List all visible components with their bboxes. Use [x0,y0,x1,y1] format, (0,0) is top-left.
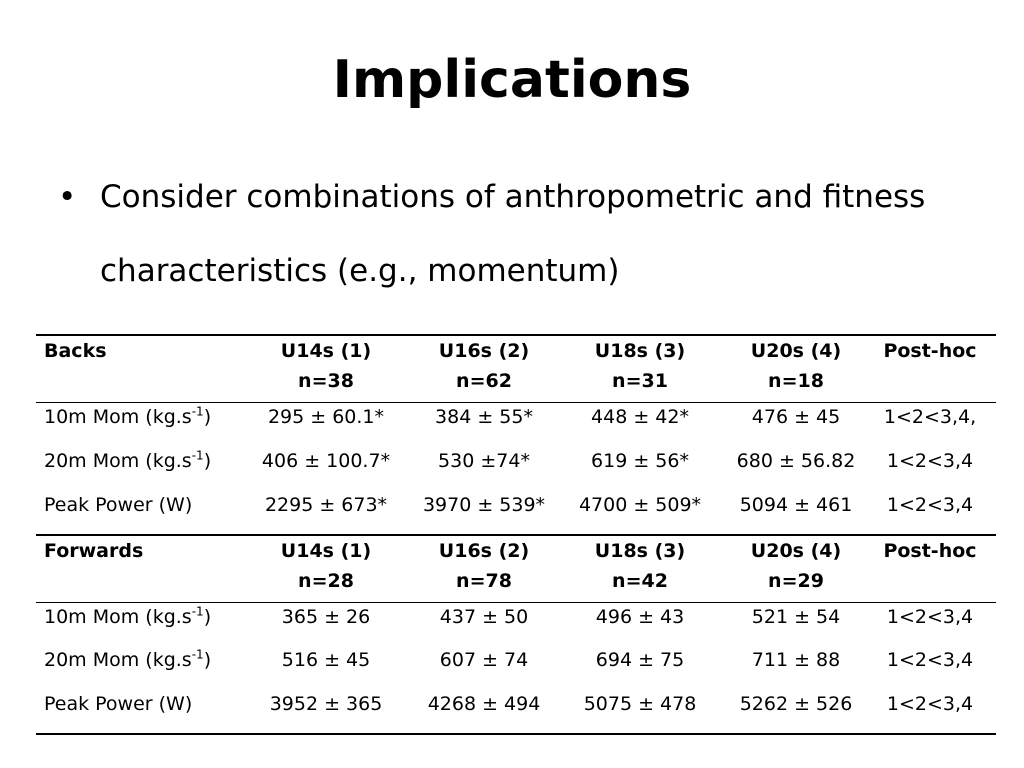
value-cell: 4700 ± 509* [578,493,702,516]
value-cell: 5262 ± 526 [728,690,864,734]
group-label: U16s (2) [438,340,530,362]
value-cell: 680 ± 56.82 [736,449,856,472]
sample-size: n=29 [768,569,824,592]
metric-text: Peak Power (W) [44,493,193,516]
forwards-header-group-4 [728,535,864,603]
forwards-header-group-1 [236,535,416,603]
value-cell: 406 ± 100.7* [261,449,391,472]
sample-size: n=78 [456,569,512,592]
value-cell: 3970 ± 539* [422,493,546,516]
metric-text: 20m Mom (kg.s [44,649,192,671]
metric-text: 10m Mom (kg.s [44,605,192,628]
group-label: U14s (1) [280,340,372,362]
value-cell: 2295 ± 673* [264,493,388,516]
metric-text: 20m Mom (kg.s [44,449,192,472]
value-cell: 619 ± 56* [591,449,689,472]
metric-text: Peak Power (W) [44,693,193,715]
metric-label [36,602,236,646]
table-row [36,491,996,535]
backs-header-group-2 [416,335,552,403]
group-label: U14s (1) [280,539,372,562]
posthoc-cell: 1<2<3,4 [886,493,974,516]
value-cell: 521 ± 54 [751,605,841,628]
table-row [36,447,996,491]
metric-label [36,690,236,734]
value-cell: 694 ± 75 [595,649,685,671]
value-cell: 607 ± 74 [439,649,529,671]
sample-size: n=28 [298,569,354,592]
group-label: U20s (4) [750,539,842,562]
table-row [36,602,996,646]
value-cell: 711 ± 88 [751,649,841,671]
sample-size: n=31 [612,370,668,392]
bullet-symbol: • [58,179,77,215]
backs-header-group-3 [552,335,728,403]
value-cell: 448 ± 42* [591,406,689,428]
value-cell: 437 ± 50 [439,605,529,628]
bullet-line-2: characteristics (e.g., momentum) [100,253,620,289]
metric-label [36,646,236,690]
posthoc-cell: 1<2<3,4 [886,449,974,472]
slide-title: Implications [332,50,692,110]
unit-superscript: -1 [191,647,204,662]
group-label: U18s (3) [594,539,686,562]
value-cell: 3952 ± 365 [236,690,416,734]
value-cell: 530 ±74* [438,449,530,472]
backs-header-row [36,335,996,403]
sample-size: n=42 [612,569,668,592]
group-label: U16s (2) [438,539,530,562]
group-label: U18s (3) [594,340,686,362]
metric-close: ) [203,449,212,472]
metric-text: 10m Mom (kg.s [44,406,192,428]
value-cell: 496 ± 43 [595,605,685,628]
forwards-header-group-2 [416,535,552,603]
backs-header-group-4 [728,335,864,403]
sample-size: n=62 [456,370,512,392]
value-cell: 5075 ± 478 [552,690,728,734]
posthoc-cell: 1<2<3,4 [886,605,974,628]
sample-size: n=18 [768,370,824,392]
unit-superscript: -1 [191,604,204,619]
forwards-header-group-3 [552,535,728,603]
group-label: U20s (4) [750,340,842,362]
unit-superscript: -1 [191,404,204,419]
table-row [36,690,996,734]
value-cell: 295 ± 60.1* [267,406,385,428]
sample-size: n=38 [298,370,354,392]
posthoc-cell: 1<2<3,4 [864,690,996,734]
backs-header-group-1 [236,335,416,403]
posthoc-cell: 1<2<3,4, [883,406,977,428]
forwards-section-label: Forwards [36,535,236,603]
metric-label [36,447,236,491]
value-cell: 516 ± 45 [281,649,371,671]
backs-section-label: Backs [36,335,236,403]
value-cell: 476 ± 45 [751,406,841,428]
metric-close: ) [203,605,212,628]
value-cell: 5094 ± 461 [739,493,853,516]
table-row [36,646,996,690]
posthoc-cell: 1<2<3,4 [886,649,974,671]
forwards-posthoc-header: Post-hoc [864,535,996,603]
metric-close: ) [203,649,212,671]
value-cell: 365 ± 26 [281,605,371,628]
forwards-header-row [36,535,996,603]
table-row [36,403,996,447]
value-cell: 384 ± 55* [435,406,533,428]
bullet-line-1: Consider combinations of anthropometric and fitness [100,179,926,215]
metric-label [36,491,236,535]
metric-label [36,403,236,447]
metric-close: ) [203,406,212,428]
momentum-table [36,334,996,735]
unit-superscript: -1 [191,448,204,463]
value-cell: 4268 ± 494 [416,690,552,734]
bullet-text [100,160,980,308]
backs-posthoc-header: Post-hoc [864,335,996,403]
